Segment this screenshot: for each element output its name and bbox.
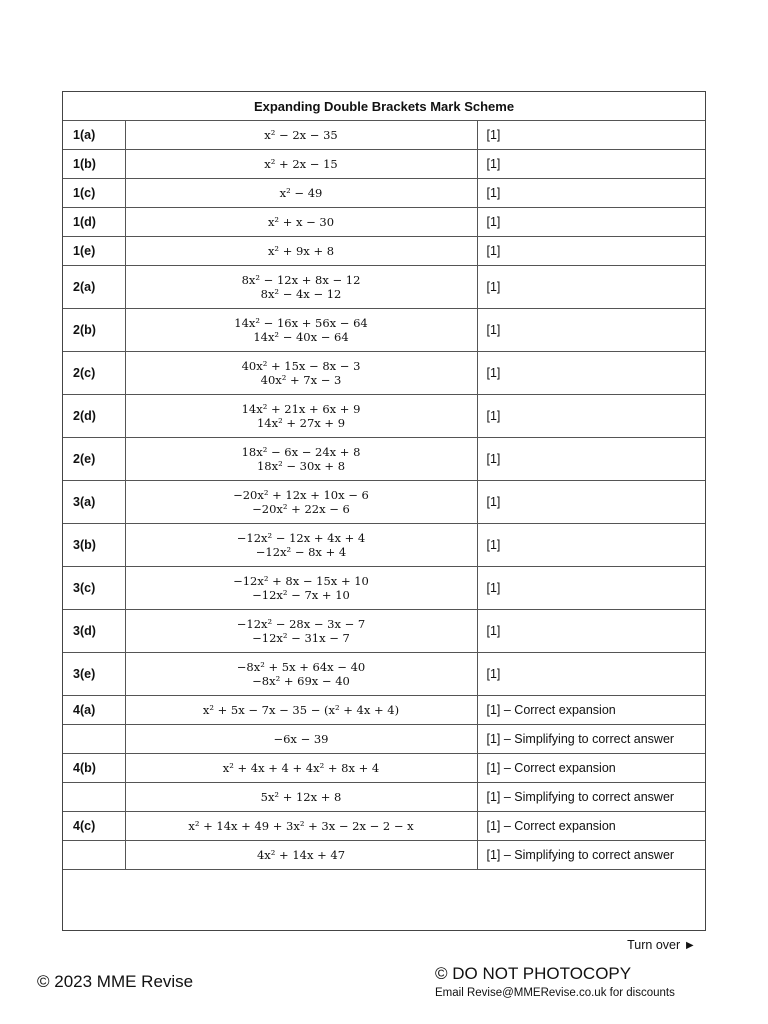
question-number: 3(e): [63, 653, 125, 696]
question-number: 3(d): [63, 610, 125, 653]
mark-cell: [1] – Simplifying to correct answer: [477, 725, 705, 754]
mark-scheme-sheet: [62, 91, 706, 931]
table-row: [63, 309, 705, 352]
answer-cell: [125, 653, 477, 696]
answer-line: x² + 2x − 15: [264, 157, 338, 171]
answer-line: 40x² + 7x − 3: [260, 373, 342, 387]
question-number: 3(a): [63, 481, 125, 524]
table-row: [63, 208, 705, 237]
question-number: 4(c): [63, 812, 125, 841]
question-number: 4(b): [63, 754, 125, 783]
answer-line: x² + 5x − 7x − 35 − (x² + 4x + 4): [202, 703, 400, 717]
answer-cell: [125, 438, 477, 481]
answer-line: −12x² − 31x − 7: [252, 631, 350, 645]
question-number: 1(d): [63, 208, 125, 237]
answer-line: −12x² − 28x − 3x − 7: [236, 617, 366, 631]
question-number: 1(e): [63, 237, 125, 266]
answer-line: −12x² − 8x + 4: [255, 545, 347, 559]
answer-cell: [125, 179, 477, 208]
question-number: 1(a): [63, 121, 125, 150]
table-row: [63, 653, 705, 696]
answer-line: 18x² − 6x − 24x + 8: [241, 445, 361, 459]
mark-cell: [1]: [477, 481, 705, 524]
answer-line: x² − 49: [279, 186, 323, 200]
table-row: [63, 524, 705, 567]
question-number: 3(b): [63, 524, 125, 567]
mark-cell: [1]: [477, 352, 705, 395]
answer-line: −20x² + 12x + 10x − 6: [233, 488, 369, 502]
mark-scheme-table: [63, 92, 705, 870]
answer-line: 18x² − 30x + 8: [256, 459, 346, 473]
question-number: 2(e): [63, 438, 125, 481]
answer-cell: [125, 309, 477, 352]
mark-cell: [1]: [477, 610, 705, 653]
mark-cell: [1] – Simplifying to correct answer: [477, 841, 705, 870]
answer-cell: [125, 352, 477, 395]
answer-line: −6x − 39: [273, 732, 329, 746]
mark-cell: [1]: [477, 208, 705, 237]
question-number: 1(c): [63, 179, 125, 208]
table-row: [63, 783, 705, 812]
mark-cell: [1] – Simplifying to correct answer: [477, 783, 705, 812]
question-number: [63, 725, 125, 754]
answer-cell: [125, 754, 477, 783]
question-number: 4(a): [63, 696, 125, 725]
mark-cell: [1]: [477, 395, 705, 438]
table-row: [63, 121, 705, 150]
mark-cell: [1] – Correct expansion: [477, 754, 705, 783]
answer-cell: [125, 696, 477, 725]
question-number: 1(b): [63, 150, 125, 179]
answer-line: 14x² + 27x + 9: [256, 416, 346, 430]
answer-cell: [125, 208, 477, 237]
answer-cell: [125, 150, 477, 179]
table-row: [63, 610, 705, 653]
mark-cell: [1]: [477, 179, 705, 208]
question-number: [63, 783, 125, 812]
answer-line: x² − 2x − 35: [264, 128, 338, 142]
question-number: 2(b): [63, 309, 125, 352]
mark-cell: [1] – Correct expansion: [477, 696, 705, 725]
table-row: [63, 754, 705, 783]
answer-cell: [125, 567, 477, 610]
answer-line: x² + 14x + 49 + 3x² + 3x − 2x − 2 − x: [188, 819, 414, 833]
table-row: [63, 179, 705, 208]
mark-cell: [1]: [477, 309, 705, 352]
table-row: [63, 481, 705, 524]
table-row: [63, 438, 705, 481]
mark-cell: [1]: [477, 266, 705, 309]
mark-cell: [1]: [477, 121, 705, 150]
answer-cell: [125, 237, 477, 266]
answer-line: −12x² − 7x + 10: [252, 588, 350, 602]
answer-cell: [125, 783, 477, 812]
question-number: [63, 841, 125, 870]
question-number: 2(d): [63, 395, 125, 438]
answer-cell: [125, 395, 477, 438]
mark-cell: [1]: [477, 150, 705, 179]
answer-line: 8x² − 12x + 8x − 12: [241, 273, 361, 287]
table-row: [63, 696, 705, 725]
answer-line: x² + 9x + 8: [267, 244, 335, 258]
table-row: [63, 237, 705, 266]
table-body: [63, 121, 705, 870]
mark-cell: [1] – Correct expansion: [477, 812, 705, 841]
answer-cell: [125, 610, 477, 653]
answer-line: 14x² − 40x − 64: [253, 330, 349, 344]
table-row: [63, 725, 705, 754]
answer-cell: [125, 266, 477, 309]
table-row: [63, 352, 705, 395]
email-discount-note: Email Revise@MMERevise.co.uk for discounts: [435, 987, 675, 999]
mark-cell: [1]: [477, 438, 705, 481]
question-number: 3(c): [63, 567, 125, 610]
answer-cell: [125, 121, 477, 150]
answer-line: x² + 4x + 4 + 4x² + 8x + 4: [222, 761, 380, 775]
answer-cell: [125, 841, 477, 870]
table-row: [63, 266, 705, 309]
answer-line: 14x² − 16x + 56x − 64: [234, 316, 368, 330]
answer-line: 8x² − 4x − 12: [260, 287, 342, 301]
turn-over-label: Turn over ►: [627, 938, 696, 952]
mark-cell: [1]: [477, 567, 705, 610]
answer-cell: [125, 812, 477, 841]
answer-line: 5x² + 12x + 8: [260, 790, 342, 804]
answer-line: 4x² + 14x + 47: [256, 848, 346, 862]
table-row: [63, 150, 705, 179]
answer-line: 14x² + 21x + 6x + 9: [241, 402, 361, 416]
table-title: Expanding Double Brackets Mark Scheme: [63, 92, 705, 121]
table-row: [63, 812, 705, 841]
answer-cell: [125, 481, 477, 524]
table-row: [63, 395, 705, 438]
question-number: 2(a): [63, 266, 125, 309]
question-number: 2(c): [63, 352, 125, 395]
table-row: [63, 841, 705, 870]
mark-cell: [1]: [477, 524, 705, 567]
copyright-text: © 2023 MME Revise: [37, 972, 194, 991]
table-row: [63, 567, 705, 610]
answer-line: −12x² + 8x − 15x + 10: [233, 574, 369, 588]
answer-cell: [125, 725, 477, 754]
answer-line: −8x² + 5x + 64x − 40: [236, 660, 366, 674]
answer-line: −20x² + 22x − 6: [252, 502, 350, 516]
answer-line: x² + x − 30: [267, 215, 335, 229]
answer-line: 40x² + 15x − 8x − 3: [241, 359, 361, 373]
answer-line: −8x² + 69x − 40: [252, 674, 350, 688]
mark-cell: [1]: [477, 237, 705, 266]
no-photocopy-notice: © DO NOT PHOTOCOPY: [435, 964, 632, 983]
answer-cell: [125, 524, 477, 567]
answer-line: −12x² − 12x + 4x + 4: [236, 531, 366, 545]
mark-cell: [1]: [477, 653, 705, 696]
